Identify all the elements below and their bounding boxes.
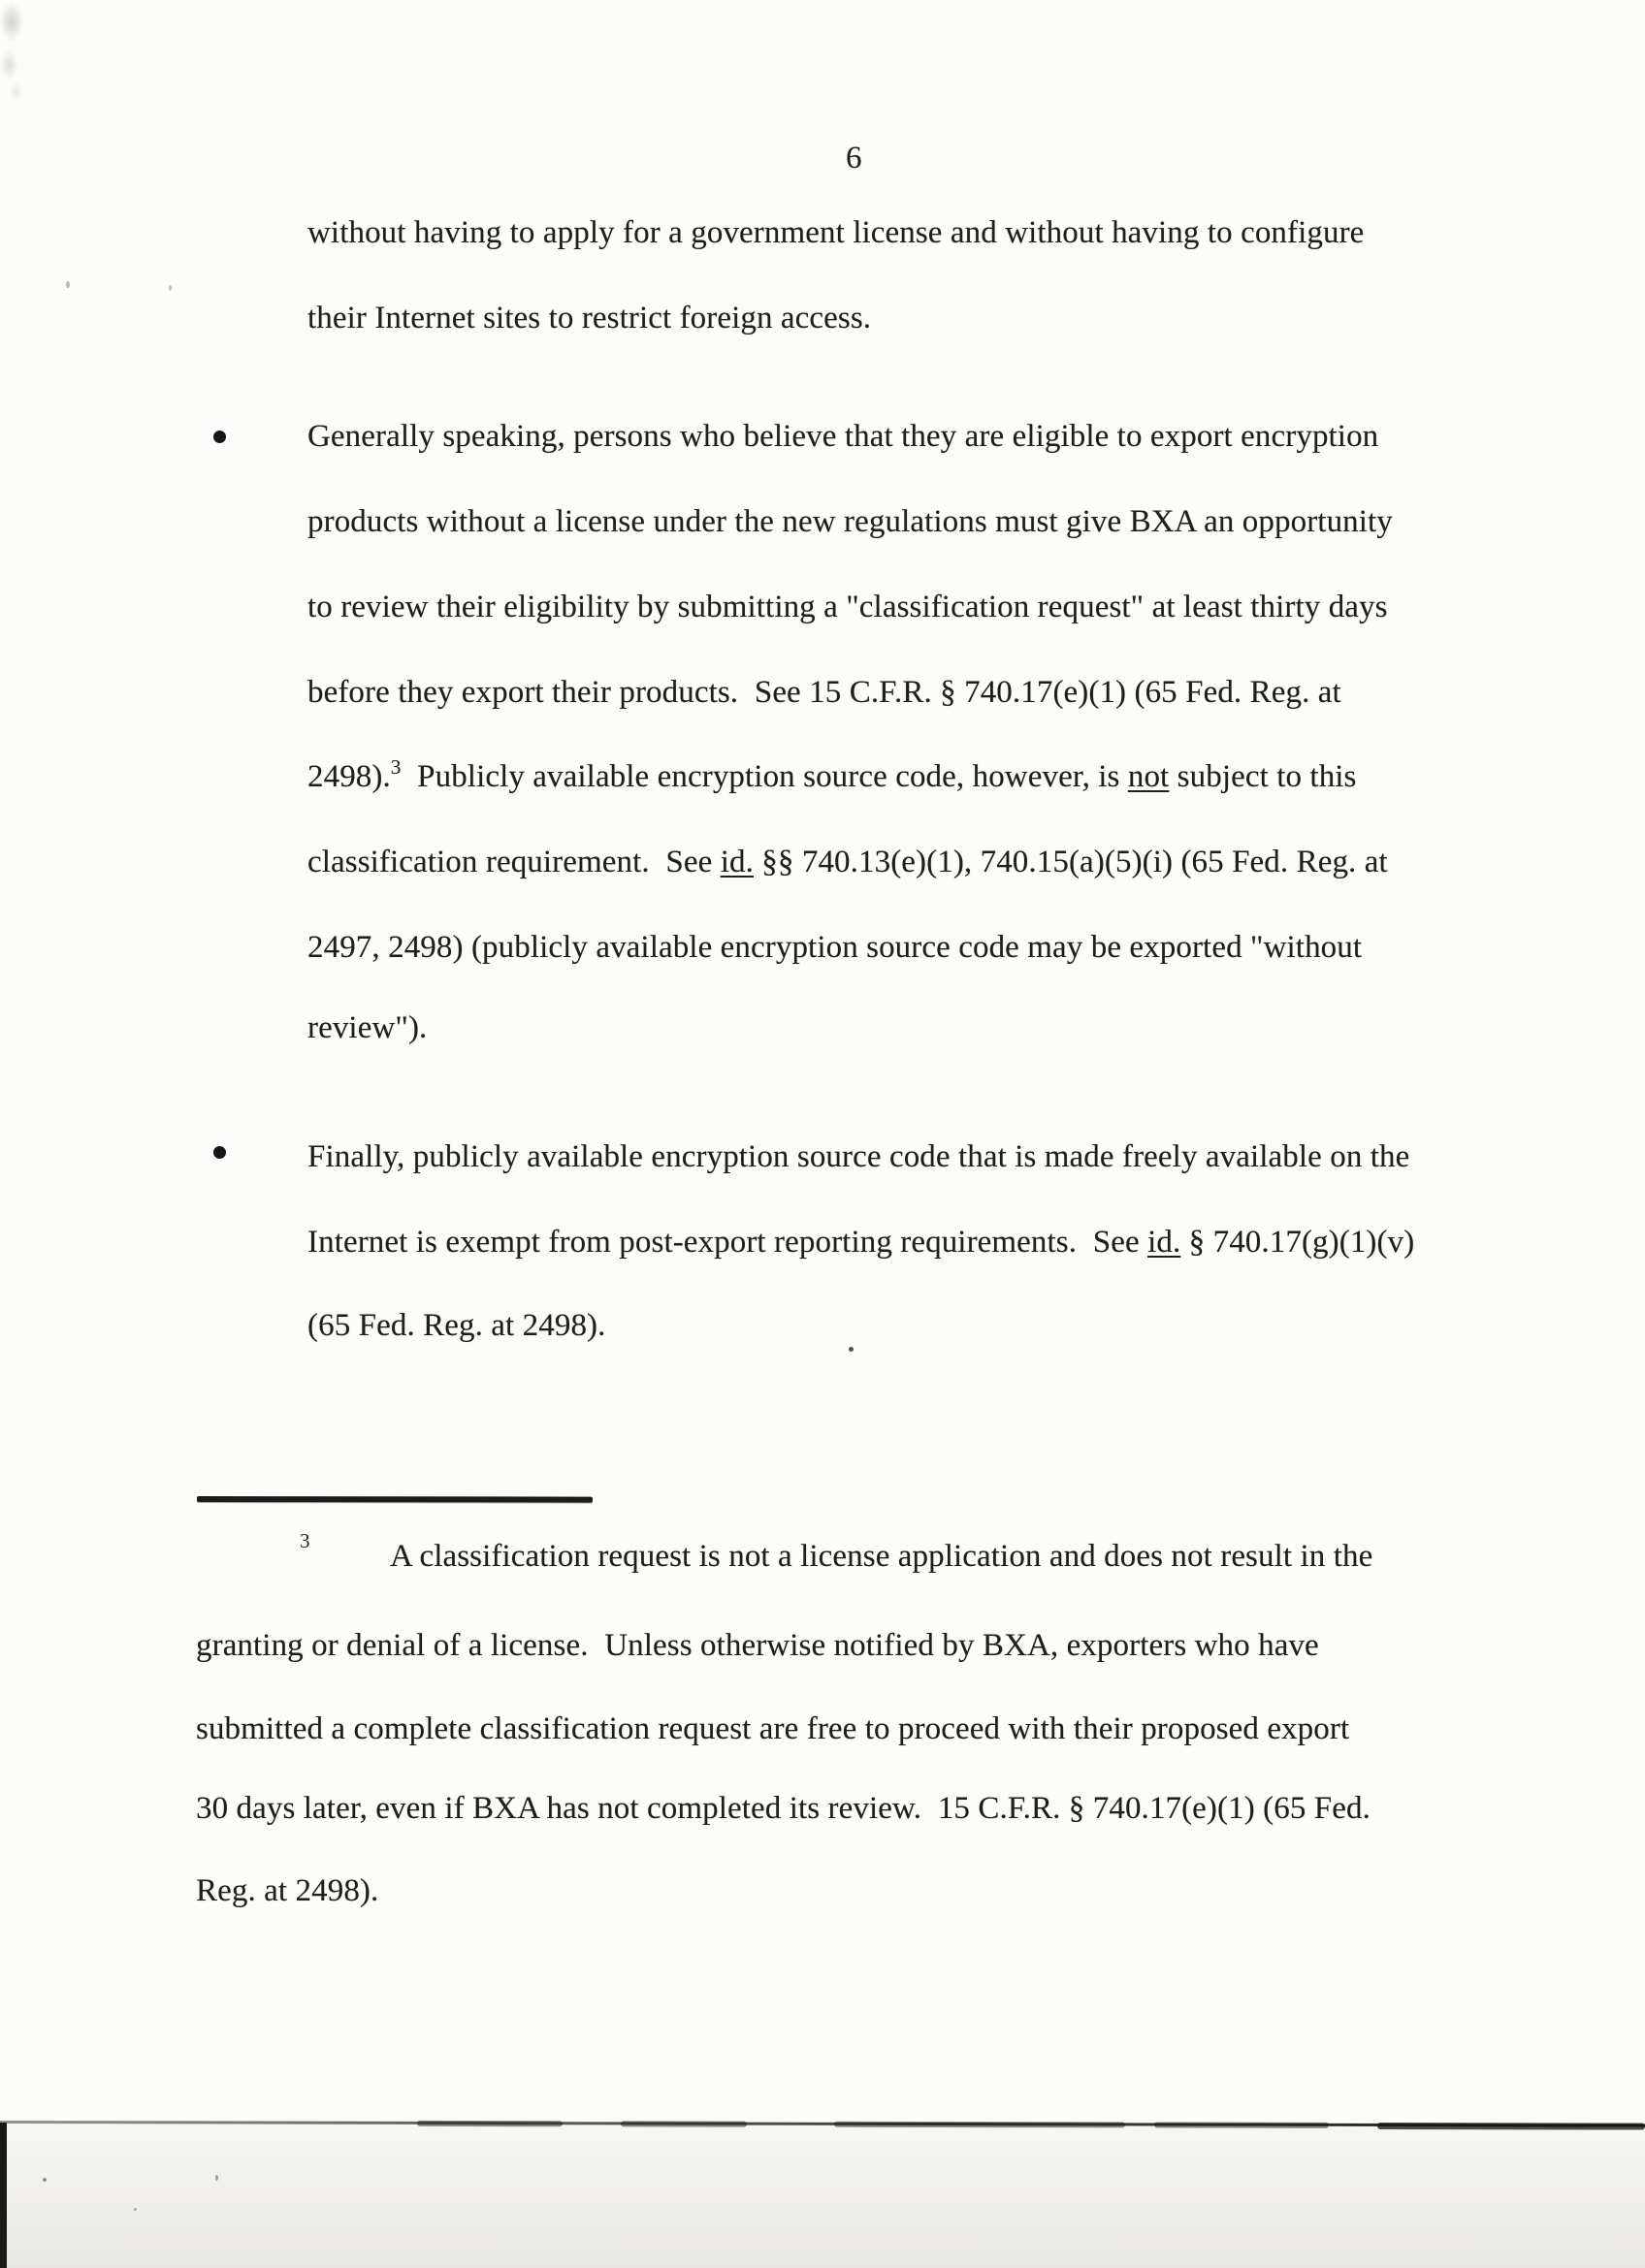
emphasized-text: not	[1127, 759, 1170, 794]
scan-gray-band	[0, 2124, 1645, 2268]
scan-speck	[169, 285, 172, 291]
bullet-line: before they export their products. See 15 C.F.R. § 740.17(e)(1) (65 Fed. Reg. at	[307, 675, 1341, 710]
footnote-line: 30 days later, even if BXA has not completed its review. 15 C.F.R. § 740.17(e)(1) (65 Fed.	[196, 1791, 1371, 1826]
text-segment: Publicly available encryption source code, however, is	[401, 759, 1128, 794]
citation-id: id.	[720, 845, 754, 879]
bullet-line	[307, 843, 1388, 881]
footnote-line: Reg. at 2498).	[196, 1873, 379, 1908]
scan-edge-bar	[0, 2123, 7, 2268]
text-segment: § 740.17(g)(1)(v)	[1180, 1225, 1415, 1260]
bullet-line	[307, 1223, 1414, 1262]
footnote-line: submitted a complete classification request are free to proceed with their proposed export	[196, 1711, 1350, 1746]
scan-speck	[43, 2178, 47, 2182]
footnote-reference: 3	[390, 755, 402, 779]
scan-speck	[215, 2175, 218, 2181]
bullet-marker	[213, 431, 226, 443]
text-segment: §§ 740.13(e)(1), 740.15(a)(5)(i) (65 Fed. Reg. at	[753, 845, 1388, 879]
bullet-line: products without a license under the new regulations must give BXA an opportunity	[307, 504, 1393, 539]
scan-speck	[849, 1347, 854, 1352]
page-number: 6	[846, 141, 862, 176]
footnote-line: granting or denial of a license. Unless otherwise notified by BXA, exporters who have	[196, 1628, 1319, 1663]
paragraph-line: without having to apply for a government license and without having to configure	[307, 215, 1365, 250]
scan-speck	[134, 2208, 137, 2211]
text-segment: classification requirement. See	[307, 845, 721, 879]
text-segment: 2498).	[307, 759, 391, 794]
paragraph-line: their Internet sites to restrict foreign access.	[307, 301, 872, 335]
scan-edge-blob	[834, 2122, 1125, 2128]
text-segment: subject to this	[1169, 759, 1357, 794]
scan-edge-blob	[417, 2121, 563, 2126]
bullet-line: review").	[307, 1010, 428, 1045]
bullet-line	[307, 757, 1357, 799]
citation-id: id.	[1147, 1225, 1181, 1260]
bullet-marker	[213, 1146, 226, 1159]
footnote-separator	[197, 1496, 593, 1503]
scan-edge-blob	[621, 2121, 747, 2126]
scan-edge-blob	[1377, 2123, 1645, 2130]
scan-smudge	[0, 0, 29, 109]
text-segment: Internet is exempt from post-export reporting requirements. See	[307, 1225, 1148, 1260]
bullet-line: Finally, publicly available encryption source code that is made freely available on the	[307, 1139, 1410, 1174]
bullet-line: 2497, 2498) (publicly available encryption source code may be exported "without	[307, 930, 1363, 965]
bullet-line: to review their eligibility by submitting a "classification request" at least thirty days	[307, 590, 1388, 624]
footnote-marker: 3	[300, 1529, 310, 1552]
scan-edge-blob	[1154, 2122, 1329, 2127]
bullet-line: (65 Fed. Reg. at 2498).	[307, 1308, 606, 1343]
footnote-line: A classification request is not a license application and does not result in the	[390, 1539, 1373, 1574]
bullet-line: Generally speaking, persons who believe that they are eligible to export encryption	[307, 419, 1379, 454]
scan-speck	[66, 281, 70, 288]
